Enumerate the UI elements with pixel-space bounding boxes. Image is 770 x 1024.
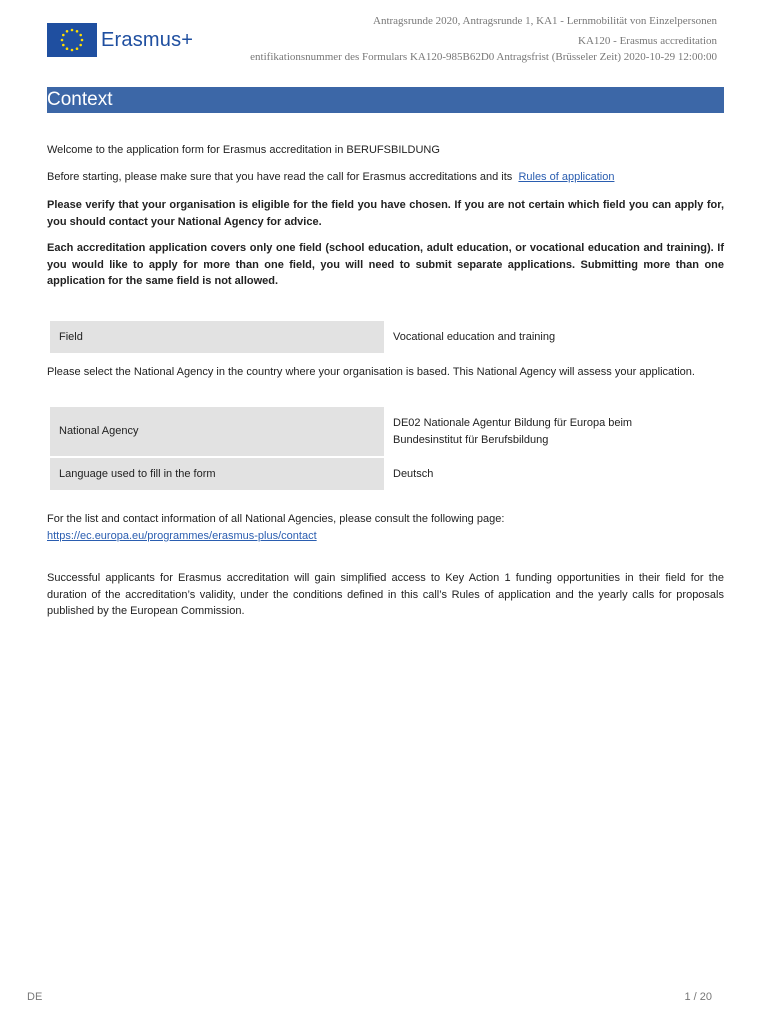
language-label-text: Language used to fill in the form <box>59 467 216 480</box>
national-agency-label-text: National Agency <box>59 425 139 438</box>
eligibility-notice: Please verify that your organisation is eligible for the field you have chosen. If you are not certain which field you can apply for, you should contact your National Agency for advice. <box>47 199 724 228</box>
footer-language: DE <box>27 991 43 1003</box>
page-number: 1 / 20 <box>684 991 712 1003</box>
logo-text: Erasmus+ <box>101 28 194 51</box>
header-form-id: entifikationsnummer des Formulars KA120-985B62D0 Antragsfrist (Brüsseler Zeit) 2020-10-29 12:00:00 <box>250 51 717 63</box>
field-label-text: Field <box>59 330 83 343</box>
agency-list-text: For the list and contact information of all National Agencies, please consult the following page: <box>47 513 505 525</box>
rules-of-application-link[interactable]: Rules of application <box>518 171 615 183</box>
select-agency-text: Please select the National Agency in the country where your organisation is based. This National Agency will assess your application. <box>47 366 695 378</box>
successful-applicants-text: Successful applicants for Erasmus accreditation will gain simplified access to Key Action 1 funding opportunities in their field for the duration of the accreditation’s validity, under the conditions defined in this call’s Rules of application and the yearly calls for proposals published by the European Commission. <box>47 572 724 617</box>
national-agency-value <box>384 407 724 456</box>
header-call-round: Antragsrunde 2020, Antragsrunde 1, KA1 - Lernmobilität von Einzelpersonen <box>373 15 717 27</box>
national-agency-value-text: DE02 Nationale Agentur Bildung für Europa beim Bundesinstitut für Berufsbildung <box>393 417 633 446</box>
before-starting-text: Before starting, please make sure that you have read the call for Erasmus accreditations and its <box>47 171 513 183</box>
language-value <box>384 458 724 490</box>
erasmus-logo <box>47 22 193 58</box>
eu-flag-icon <box>47 23 97 57</box>
section-title: Context <box>47 87 724 113</box>
national-agencies-link[interactable]: https://ec.europa.eu/programmes/erasmus-plus/contact <box>47 529 317 542</box>
field-label <box>50 321 384 353</box>
before-starting-paragraph <box>47 169 724 186</box>
language-value-text: Deutsch <box>393 467 434 480</box>
header-action-type: KA120 - Erasmus accreditation <box>578 35 717 47</box>
one-field-notice: Each accreditation application covers only one field (school education, adult education, or vocational education and training). If you would like to apply for more than one field, you will need to submit separate applications. Submitting more than one application for the same field is not allowed. <box>47 242 724 287</box>
welcome-text: Welcome to the application form for Erasmus accreditation in BERUFSBILDUNG <box>47 144 440 156</box>
field-value-text: Vocational education and training <box>393 330 556 343</box>
agency-list-paragraph <box>47 511 724 544</box>
field-value <box>384 321 724 353</box>
language-label <box>50 458 384 490</box>
national-agency-label <box>50 407 384 456</box>
